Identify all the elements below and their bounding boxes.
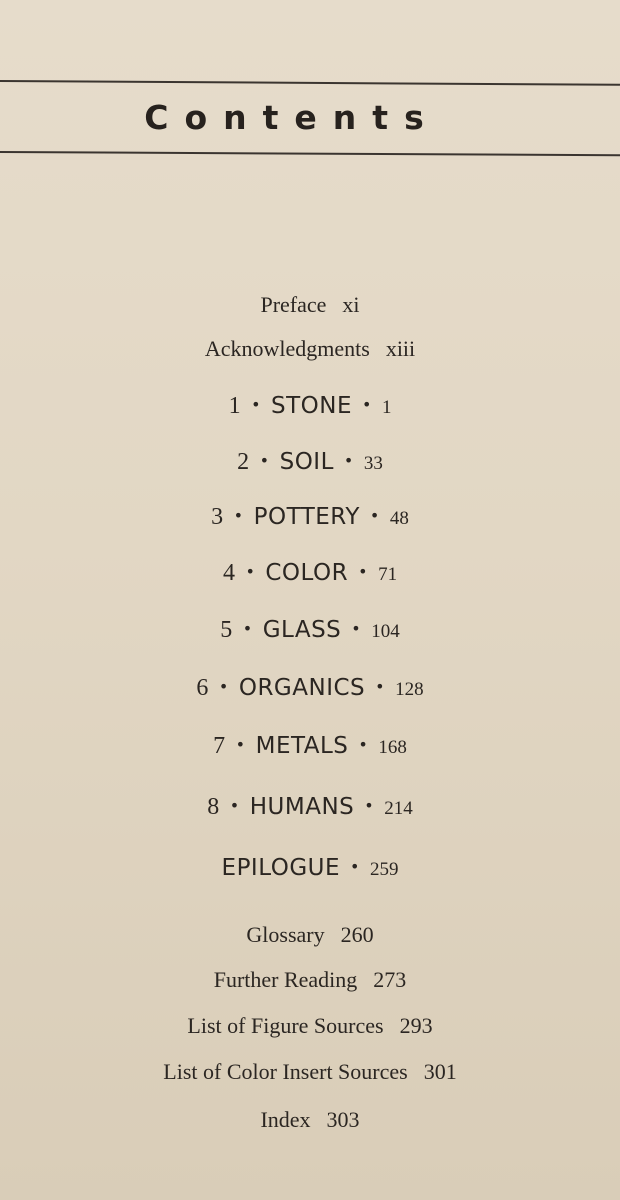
toc-chapter-5 <box>0 617 620 644</box>
chapter-number: 5 <box>220 617 233 643</box>
chapter-number: 7 <box>213 733 226 759</box>
toc-entry-glossary <box>0 922 620 948</box>
entry-page: 293 <box>399 1013 433 1038</box>
bullet-separator: • <box>350 857 360 876</box>
bullet-separator: • <box>358 735 369 754</box>
entry-label: List of Color Insert Sources <box>163 1059 408 1084</box>
toc-chapter-7 <box>0 733 620 760</box>
chapter-number: 2 <box>237 449 250 475</box>
chapter-page: 214 <box>384 798 413 819</box>
bullet-separator: • <box>343 451 354 470</box>
chapter-page: 1 <box>381 397 392 418</box>
entry-page: 301 <box>423 1059 457 1084</box>
toc-entry-figure-sources <box>0 1013 620 1039</box>
chapter-page: 104 <box>371 621 400 642</box>
chapter-page: 48 <box>389 508 409 529</box>
chapter-title: HUMANS <box>249 794 355 820</box>
bullet-separator: • <box>218 677 229 696</box>
toc-chapter-3 <box>0 504 620 531</box>
bullet-separator: • <box>375 677 386 696</box>
top-rule <box>0 80 620 86</box>
toc-epilogue <box>0 855 620 881</box>
chapter-title: COLOR <box>265 560 349 586</box>
bullet-separator: • <box>358 562 369 581</box>
bottom-rule <box>0 151 620 156</box>
entry-label: Further Reading <box>213 967 358 992</box>
entry-page: xi <box>342 292 360 317</box>
epilogue-page: 259 <box>369 859 399 880</box>
bullet-separator: • <box>351 619 362 638</box>
chapter-page: 168 <box>378 737 407 758</box>
chapter-title: METALS <box>255 733 349 759</box>
bullet-separator: • <box>235 735 246 754</box>
toc-chapter-1 <box>0 393 620 420</box>
entry-page: 303 <box>326 1107 360 1132</box>
toc-entry-index <box>0 1107 620 1133</box>
chapter-page: 128 <box>395 679 424 700</box>
toc-chapter-8 <box>0 794 620 821</box>
toc-chapter-4 <box>0 560 620 587</box>
chapter-number: 3 <box>211 504 224 530</box>
entry-label: List of Figure Sources <box>187 1013 384 1038</box>
toc-chapter-2 <box>0 449 620 476</box>
bullet-separator: • <box>242 619 253 638</box>
entry-page: 273 <box>373 967 407 992</box>
entry-label: Acknowledgments <box>204 336 370 361</box>
chapter-title: POTTERY <box>253 504 360 530</box>
entry-label: Index <box>260 1107 311 1132</box>
bullet-separator: • <box>369 506 380 525</box>
chapter-title: STONE <box>271 393 352 419</box>
bullet-separator: • <box>259 451 270 470</box>
toc-chapter-6 <box>0 675 620 702</box>
chapter-title: SOIL <box>279 449 334 475</box>
entry-page: 260 <box>340 922 374 947</box>
toc-entry-further-reading <box>0 967 620 993</box>
entry-page: xiii <box>385 336 416 361</box>
contents-heading: Contents <box>144 98 440 137</box>
chapter-number: 8 <box>207 794 220 820</box>
toc-entry-acknowledgments <box>0 336 620 362</box>
toc-entry-color-insert-sources <box>0 1059 620 1085</box>
bullet-separator: • <box>245 562 256 581</box>
toc-entry-preface <box>0 292 620 318</box>
chapter-number: 1 <box>228 393 242 419</box>
chapter-page: 33 <box>363 453 383 474</box>
epilogue-title: EPILOGUE <box>221 855 341 881</box>
chapter-title: GLASS <box>262 617 342 643</box>
bullet-separator: • <box>364 796 375 815</box>
chapter-number: 4 <box>222 560 236 586</box>
chapter-number: 6 <box>196 675 209 701</box>
chapter-title: ORGANICS <box>238 675 366 701</box>
chapter-page: 71 <box>378 564 398 585</box>
bullet-separator: • <box>229 796 240 815</box>
entry-label: Preface <box>260 292 327 317</box>
entry-label: Glossary <box>246 922 325 947</box>
bullet-separator: • <box>251 395 261 414</box>
bullet-separator: • <box>233 506 244 525</box>
bullet-separator: • <box>362 395 372 414</box>
